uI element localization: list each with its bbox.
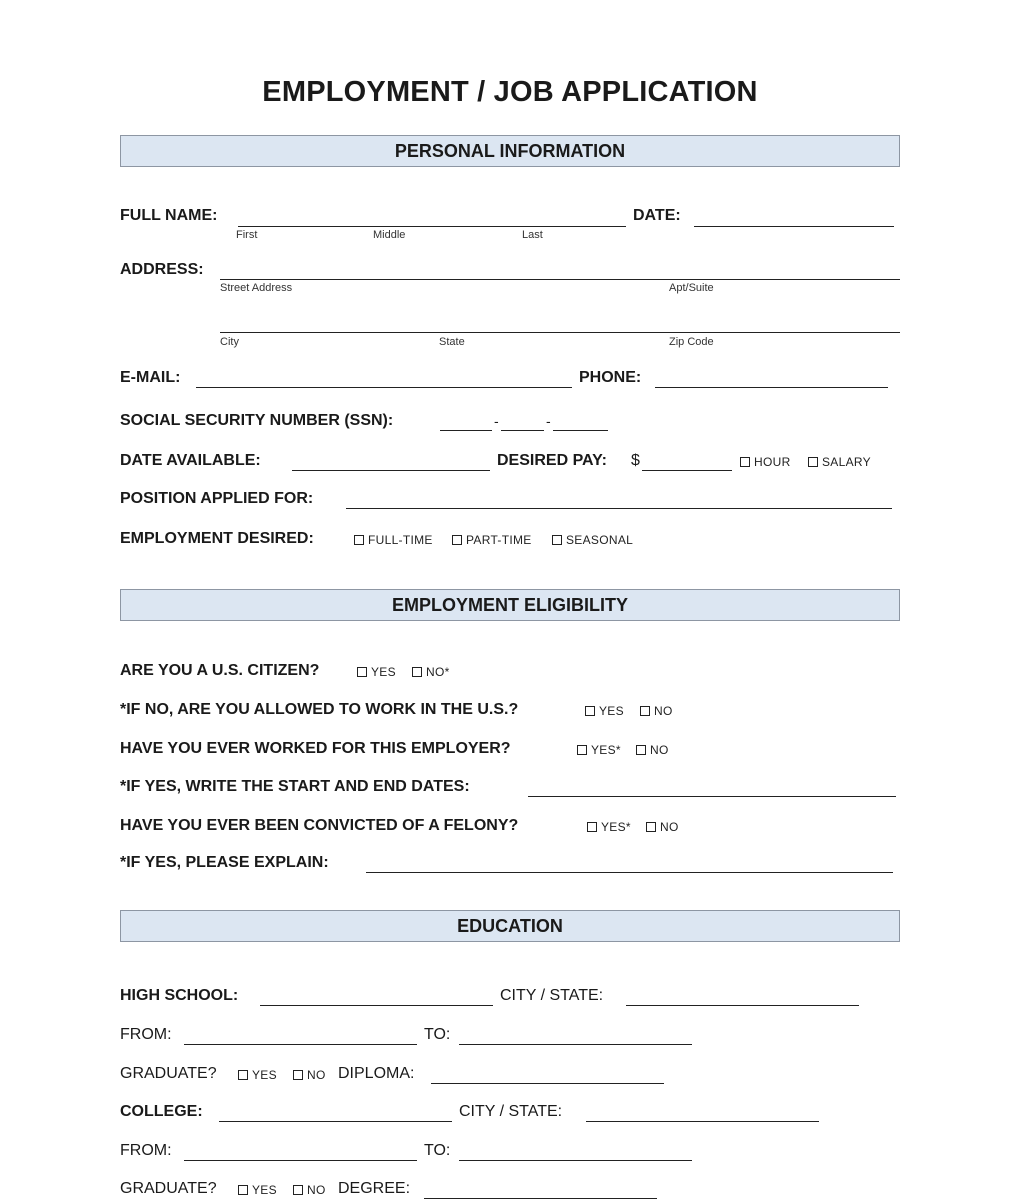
college-field[interactable] (219, 1121, 452, 1122)
last-name-caption: Last (522, 229, 543, 241)
email-field[interactable] (196, 387, 572, 388)
checkbox-icon[interactable] (238, 1070, 248, 1080)
pay-hour-option[interactable]: HOUR (740, 455, 791, 469)
checkbox-icon[interactable] (357, 667, 367, 677)
desired-pay-label: DESIRED PAY: (497, 452, 607, 469)
position-field[interactable] (346, 508, 892, 509)
section-header-education: EDUCATION (120, 910, 900, 942)
checkbox-icon[interactable] (293, 1070, 303, 1080)
college-from-label: FROM: (120, 1142, 172, 1159)
citizen-question: ARE YOU A U.S. CITIZEN? (120, 662, 320, 679)
date-field[interactable] (694, 226, 894, 227)
city-caption: City (220, 336, 239, 348)
checkbox-icon[interactable] (585, 706, 595, 716)
city-state-zip-field[interactable] (220, 332, 900, 333)
citizen-no-option[interactable]: NO* (412, 665, 450, 679)
college-graduate-yes-option[interactable]: YES (238, 1183, 277, 1197)
apt-suite-caption: Apt/Suite (669, 282, 714, 294)
address-label: ADDRESS: (120, 261, 204, 278)
college-city-state-label: CITY / STATE: (459, 1103, 563, 1120)
position-label: POSITION APPLIED FOR: (120, 490, 314, 507)
high-school-city-state-label: CITY / STATE: (500, 987, 604, 1004)
date-label: DATE: (633, 207, 681, 224)
diploma-label: DIPLOMA: (338, 1065, 415, 1082)
checkbox-icon[interactable] (293, 1185, 303, 1195)
full-name-label: FULL NAME: (120, 207, 218, 224)
checkbox-icon[interactable] (808, 457, 818, 467)
college-to-label: TO: (424, 1142, 451, 1159)
worked-no-option[interactable]: NO (636, 743, 669, 757)
degree-field[interactable] (424, 1198, 657, 1199)
phone-label: PHONE: (579, 369, 642, 386)
street-address-field[interactable] (220, 279, 900, 280)
high-school-field[interactable] (260, 1005, 493, 1006)
middle-name-caption: Middle (373, 229, 406, 241)
start-end-dates-field[interactable] (528, 796, 896, 797)
college-graduate-no-option[interactable]: NO (293, 1183, 326, 1197)
full-name-field[interactable] (238, 226, 626, 227)
checkbox-icon[interactable] (577, 745, 587, 755)
full-time-option[interactable]: FULL-TIME (354, 533, 433, 547)
worked-yes-option[interactable]: YES* (577, 743, 621, 757)
checkbox-icon[interactable] (636, 745, 646, 755)
checkbox-icon[interactable] (640, 706, 650, 716)
desired-pay-field[interactable] (642, 470, 732, 471)
high-school-to-label: TO: (424, 1026, 451, 1043)
felony-question: HAVE YOU EVER BEEN CONVICTED OF A FELONY? (120, 817, 519, 834)
checkbox-icon[interactable] (452, 535, 462, 545)
checkbox-icon[interactable] (354, 535, 364, 545)
pay-salary-option[interactable]: SALARY (808, 455, 871, 469)
ssn-dash-2: - (546, 413, 551, 429)
college-from-field[interactable] (184, 1160, 417, 1161)
high-school-to-field[interactable] (459, 1044, 692, 1045)
date-available-label: DATE AVAILABLE: (120, 452, 261, 469)
ssn-field-part1[interactable] (440, 430, 492, 431)
checkbox-icon[interactable] (587, 822, 597, 832)
state-caption: State (439, 336, 465, 348)
worked-before-question: HAVE YOU EVER WORKED FOR THIS EMPLOYER? (120, 740, 511, 757)
ssn-field-part3[interactable] (553, 430, 608, 431)
checkbox-icon[interactable] (646, 822, 656, 832)
felony-no-option[interactable]: NO (646, 820, 679, 834)
college-city-state-field[interactable] (586, 1121, 819, 1122)
ssn-dash-1: - (494, 413, 499, 429)
phone-field[interactable] (655, 387, 888, 388)
employment-desired-label: EMPLOYMENT DESIRED: (120, 530, 314, 547)
checkbox-icon[interactable] (238, 1185, 248, 1195)
ssn-field-part2[interactable] (501, 430, 544, 431)
high-school-graduate-yes-option[interactable]: YES (238, 1068, 277, 1082)
high-school-graduate-label: GRADUATE? (120, 1065, 217, 1082)
email-label: E-MAIL: (120, 369, 181, 386)
part-time-option[interactable]: PART-TIME (452, 533, 532, 547)
section-header-personal: PERSONAL INFORMATION (120, 135, 900, 167)
checkbox-icon[interactable] (552, 535, 562, 545)
section-header-eligibility: EMPLOYMENT ELIGIBILITY (120, 589, 900, 621)
college-to-field[interactable] (459, 1160, 692, 1161)
high-school-label: HIGH SCHOOL: (120, 987, 239, 1004)
high-school-graduate-no-option[interactable]: NO (293, 1068, 326, 1082)
high-school-from-field[interactable] (184, 1044, 417, 1045)
felony-yes-option[interactable]: YES* (587, 820, 631, 834)
ssn-label: SOCIAL SECURITY NUMBER (SSN): (120, 412, 394, 429)
citizen-yes-option[interactable]: YES (357, 665, 396, 679)
street-address-caption: Street Address (220, 282, 293, 294)
explain-label: *IF YES, PLEASE EXPLAIN: (120, 854, 329, 871)
form-title: EMPLOYMENT / JOB APPLICATION (262, 76, 758, 108)
checkbox-icon[interactable] (740, 457, 750, 467)
checkbox-icon[interactable] (412, 667, 422, 677)
degree-label: DEGREE: (338, 1180, 411, 1197)
explain-field[interactable] (366, 872, 893, 873)
high-school-city-state-field[interactable] (626, 1005, 859, 1006)
date-available-field[interactable] (292, 470, 490, 471)
allowed-yes-option[interactable]: YES (585, 704, 624, 718)
allowed-no-option[interactable]: NO (640, 704, 673, 718)
seasonal-option[interactable]: SEASONAL (552, 533, 633, 547)
college-graduate-label: GRADUATE? (120, 1180, 217, 1197)
dollar-sign: $ (631, 452, 640, 469)
start-end-dates-label: *IF YES, WRITE THE START AND END DATES: (120, 778, 470, 795)
high-school-from-label: FROM: (120, 1026, 172, 1043)
diploma-field[interactable] (431, 1083, 664, 1084)
allowed-to-work-question: *IF NO, ARE YOU ALLOWED TO WORK IN THE U.S.? (120, 701, 519, 718)
zip-code-caption: Zip Code (669, 336, 714, 348)
first-name-caption: First (236, 229, 258, 241)
college-label: COLLEGE: (120, 1103, 203, 1120)
